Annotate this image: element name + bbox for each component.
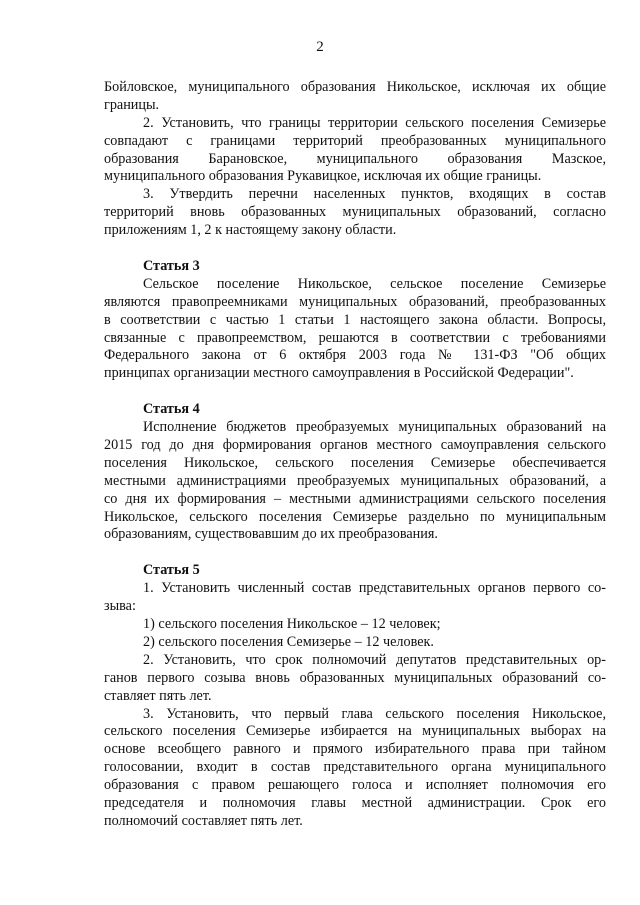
text-line: голосовании, входит в состав представительного органа муниципального [104, 759, 606, 776]
text-line: 3. Утвердить перечни населенных пунктов, входящих в состав [143, 186, 606, 203]
text-line: местными администрациями преобразуемых муниципальных образований, а [104, 472, 606, 489]
text-line: зыва: [104, 598, 136, 615]
text-line: ставляет пять лет. [104, 687, 212, 704]
article-heading: Статья 3 [143, 258, 200, 275]
text-line: образования с правом решающего голоса и исполняет полномочия его [104, 777, 606, 794]
text-line: 1. Установить численный состав представительных органов первого со- [143, 580, 606, 597]
text-line: Никольское, сельского поселения Семизерье раздельно по муниципальным [104, 508, 606, 525]
text-line: сельского поселения Семизерье избирается на муниципальных выборах на [104, 723, 606, 740]
article-4 [104, 401, 606, 544]
text-line: основе всеобщего равного и прямого избирательного права при тайном [104, 741, 606, 758]
article-5 [104, 562, 606, 830]
text-line: связанные с правопреемством, решаются в соответствии с требованиями [104, 329, 606, 346]
list-item: 2) сельского поселения Семизерье – 12 человек. [143, 633, 434, 650]
article-heading: Статья 4 [143, 401, 200, 418]
text-line: Исполнение бюджетов преобразуемых муниципальных образований на [143, 419, 606, 436]
page-number: 2 [316, 39, 324, 55]
text-line: 2. Установить, что границы территории сельского поселения Семизерье [143, 114, 606, 131]
text-line: Федерального закона от 6 октября 2003 года № 131-ФЗ "Об общих [104, 347, 606, 364]
text-line: Бойловское, муниципального образования Никольское, исключая их общие [104, 79, 606, 95]
text-line: поселения Никольское, сельского поселения Семизерье обеспечивается [104, 454, 606, 471]
text-line: муниципального образования Рукавицкое, исключая их общие границы. [104, 168, 542, 185]
text-line: в соответствии с частью 1 статьи 1 настоящего закона области. Вопросы, [104, 311, 606, 328]
document-body [104, 79, 606, 831]
text-line: председателя и полномочия главы местной администрации. Срок его [104, 794, 606, 811]
text-line: территорий вновь образованных муниципальных образований, согласно [104, 204, 606, 221]
text-line: 2. Установить, что срок полномочий депутатов представительных ор- [143, 651, 606, 668]
article-heading: Статья 5 [143, 562, 200, 579]
text-line: ганов первого созыва вновь образованных муниципальных образований со- [104, 669, 606, 686]
text-line: приложениям 1, 2 к настоящему закону области. [104, 222, 397, 239]
article-3 [104, 258, 606, 383]
text-line: границы. [104, 96, 160, 113]
text-line: полномочий составляет пять лет. [104, 812, 303, 829]
list-item: 1) сельского поселения Никольское – 12 человек; [143, 616, 441, 633]
text-line: совпадают с границами территорий преобразованных муниципального [104, 132, 606, 149]
text-line: Сельское поселение Никольское, сельское поселение Семизерье [143, 275, 606, 292]
text-line: 2015 год до дня формирования органов местного самоуправления сельского [104, 437, 606, 454]
intro-paragraph [104, 79, 606, 115]
text-line: 3. Установить, что первый глава сельского поселения Никольское, [143, 705, 606, 722]
item-2-paragraph [104, 115, 606, 187]
text-line: со дня их формирования – местными администрациями сельского поселения [104, 490, 606, 507]
item-3-paragraph [104, 186, 606, 240]
text-line: образованиям, существовавшим до их преобразования. [104, 526, 438, 543]
text-line: являются правопреемниками муниципальных образований, преобразованных [104, 293, 606, 310]
text-line: принципах организации местного самоуправления в Российской Федерации". [104, 365, 574, 382]
text-line: образования Барановское, муниципального образования Мазское, [104, 150, 606, 167]
